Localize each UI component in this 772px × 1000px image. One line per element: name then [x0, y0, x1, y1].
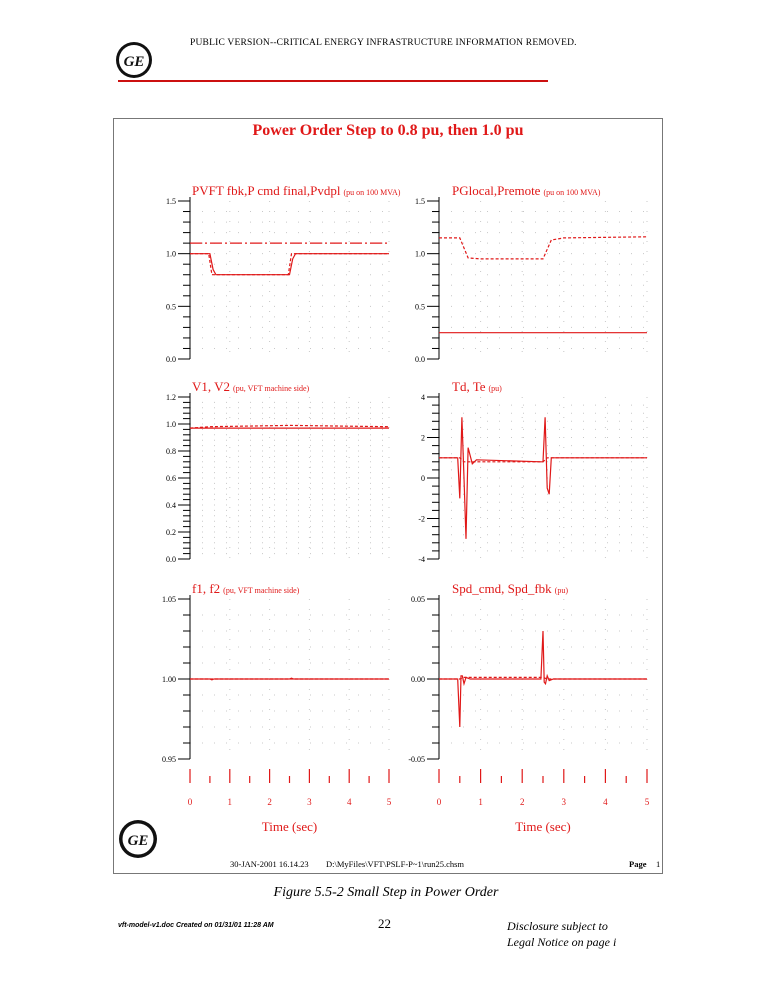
y-tick-label: 1.2 — [166, 393, 176, 402]
panel-label-unit: (pu, VFT machine side) — [223, 586, 300, 595]
header-notice: PUBLIC VERSION--CRITICAL ENERGY INFRASTRUCTURE INFORMATION REMOVED. — [190, 38, 577, 48]
y-tick-label: 0.05 — [411, 595, 425, 604]
y-tick-label: 0.5 — [415, 302, 425, 312]
stamp-date: 30-JAN-2001 16.14.23 — [230, 859, 309, 869]
x-tick-label: 2 — [267, 797, 272, 807]
y-tick-label: 4 — [421, 393, 425, 402]
panel-label — [192, 379, 310, 394]
series-line — [190, 254, 389, 275]
figure-caption: Figure 5.5-2 Small Step in Power Order — [273, 885, 499, 900]
y-tick-label: 0.0 — [166, 555, 176, 564]
x-tick-label: 5 — [386, 797, 392, 807]
panel-label-name: V1, V2 — [192, 379, 231, 394]
y-tick-label: 1.5 — [166, 197, 176, 206]
panel-label-unit: (pu on 100 MVA) — [543, 188, 601, 197]
x-tick-label: 1 — [227, 797, 233, 807]
footer-file-info: vft-model-v1.doc Created on 01/31/01 11:28 AM — [118, 922, 274, 929]
y-tick-label: -0.05 — [408, 755, 425, 764]
panel-label-unit: (pu) — [488, 384, 502, 393]
x-tick-label: 4 — [346, 797, 352, 807]
y-tick-label: -4 — [418, 555, 425, 564]
footer-disclosure — [507, 918, 616, 950]
panel-label-unit: (pu on 100 MVA) — [343, 188, 401, 197]
y-tick-label: 1.0 — [166, 420, 176, 429]
chart-title: Power Order Step to 0.8 pu, then 1.0 pu — [252, 122, 524, 139]
panel-label — [192, 581, 300, 596]
multi-panel-chart — [114, 119, 662, 873]
y-tick-label: 0.6 — [166, 474, 176, 483]
stamp-page-num: 1 — [656, 859, 661, 869]
ge-logo-header — [114, 40, 154, 85]
series-line — [439, 237, 647, 259]
x-tick-label: 3 — [307, 797, 312, 807]
y-tick-label: 0 — [421, 474, 425, 483]
y-tick-label: 1.0 — [415, 249, 425, 259]
y-tick-label: 1.0 — [166, 249, 176, 259]
y-tick-label: 2 — [421, 433, 425, 443]
panel-label-name: Td, Te — [452, 379, 486, 394]
y-tick-label: 0.00 — [411, 675, 425, 684]
panel-label-name: PVFT fbk,P cmd final,Pvdpl — [192, 183, 341, 198]
y-tick-label: 0.0 — [415, 355, 425, 364]
footer-page-number: 22 — [378, 916, 391, 931]
footer-disclosure-line2: Legal Notice on page i — [507, 935, 617, 949]
x-tick-label: 2 — [519, 797, 525, 807]
panel-label-unit: (pu) — [554, 586, 568, 595]
x-axis-label: Time (sec) — [515, 819, 571, 834]
stamp-path: D:\MyFiles\VFT\PSLF-P~1\run25.chsm — [326, 859, 465, 869]
ge-logo-plot — [119, 820, 157, 858]
panel-label — [192, 183, 401, 198]
panel-label — [452, 379, 502, 394]
panel-label-name: Spd_cmd, Spd_fbk — [452, 581, 552, 596]
svg-text:GE: GE — [123, 54, 145, 70]
series-line — [439, 417, 647, 539]
x-tick-label: 0 — [187, 797, 193, 807]
x-tick-label: 0 — [436, 797, 442, 807]
y-tick-label: 0.8 — [166, 447, 176, 456]
panel-label — [452, 183, 601, 198]
y-tick-label: 0.95 — [162, 755, 176, 764]
series-line — [190, 678, 389, 680]
y-tick-label: 1.00 — [162, 675, 176, 684]
plot-frame — [113, 118, 663, 874]
footer-disclosure-line1: Disclosure subject to — [507, 919, 608, 933]
y-tick-label: 0.4 — [166, 501, 176, 510]
x-axis-label: Time (sec) — [261, 819, 318, 834]
y-tick-label: -2 — [418, 514, 425, 524]
panel-label-name: PGlocal,Premote — [452, 183, 541, 198]
panel-label — [452, 581, 568, 596]
svg-text:GE: GE — [127, 833, 149, 849]
panel-label-name: f1, f2 — [192, 581, 221, 596]
x-tick-label: 5 — [644, 797, 650, 807]
y-tick-label: 1.5 — [415, 197, 425, 206]
panel-label-unit: (pu, VFT machine side) — [233, 384, 310, 393]
y-tick-label: 0.2 — [166, 528, 176, 537]
x-tick-label: 1 — [478, 797, 483, 807]
y-tick-label: 0.5 — [166, 302, 176, 312]
y-tick-label: 0.0 — [166, 355, 176, 364]
x-tick-label: 4 — [603, 797, 608, 807]
x-tick-label: 3 — [561, 797, 567, 807]
stamp-page-label: Page — [629, 859, 647, 869]
y-tick-label: 1.05 — [162, 595, 176, 604]
header-divider — [118, 80, 548, 82]
